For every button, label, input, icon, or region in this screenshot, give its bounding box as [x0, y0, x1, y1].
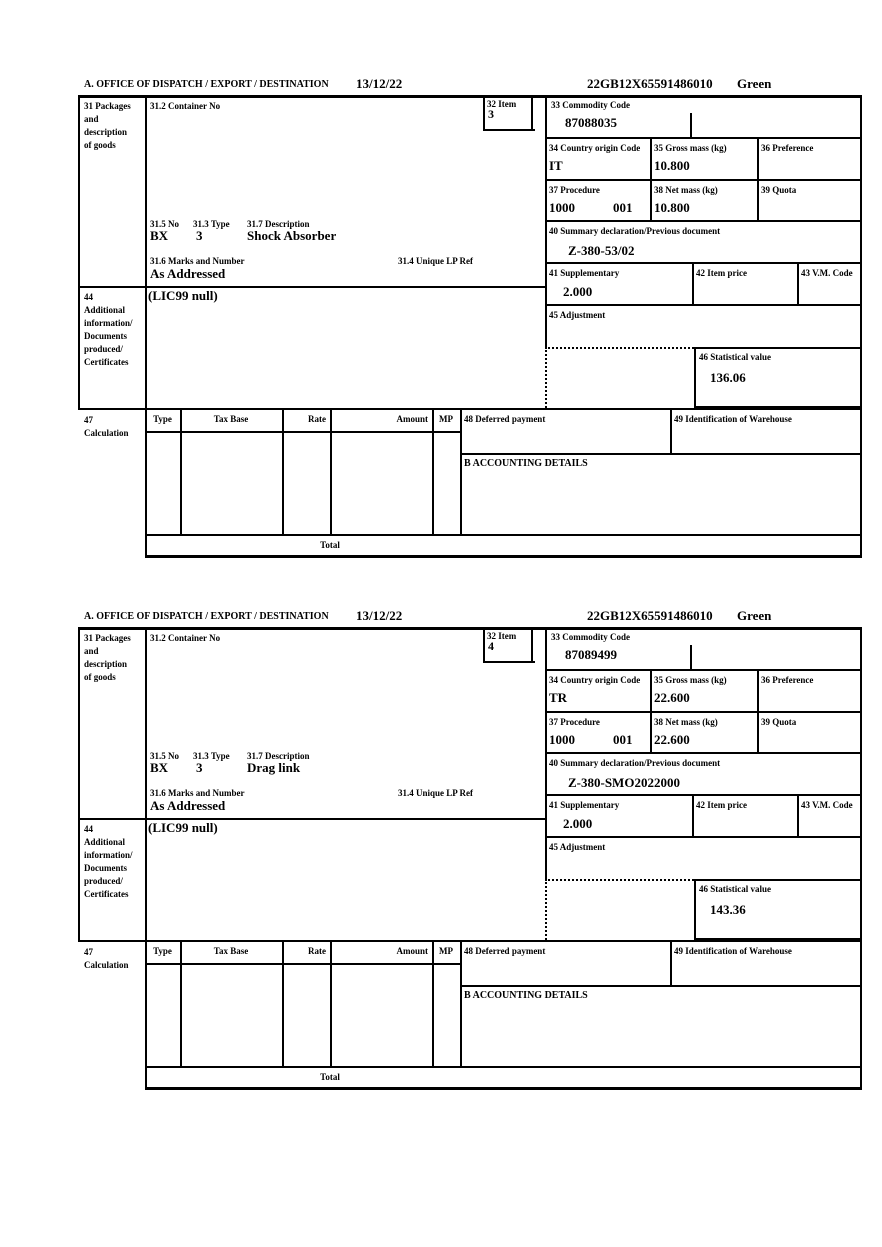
box31-packages-label: 31 Packages and description of goods — [84, 101, 131, 150]
border-line — [545, 836, 862, 838]
commodity-code-tick — [690, 645, 692, 669]
border-line — [145, 940, 147, 1090]
marks-number-value: As Addressed — [150, 798, 226, 813]
additional-information-value: (LIC99 null) — [148, 820, 218, 835]
border-line — [545, 220, 862, 222]
border-line — [145, 555, 862, 558]
declaration-date: 13/12/22 — [356, 76, 403, 91]
adjustment-label: 45 Adjustment — [549, 842, 606, 852]
package-type-label: 31.3 Type — [193, 219, 230, 229]
tax-rate-header: Rate — [308, 946, 326, 956]
deferred-payment-label: 48 Deferred payment — [464, 414, 546, 424]
tax-amount-header: Amount — [396, 946, 428, 956]
item-number-value: 3 — [488, 107, 494, 121]
border-line — [282, 940, 284, 1068]
border-line — [531, 627, 533, 663]
gross-mass-label: 35 Gross mass (kg) — [654, 675, 727, 685]
routing-status: Green — [737, 76, 772, 91]
dotted-border-line — [545, 347, 694, 349]
border-line — [797, 794, 799, 838]
border-line — [694, 879, 862, 881]
procedure-second-value: 001 — [613, 200, 633, 215]
border-line — [145, 95, 147, 408]
border-line — [545, 262, 862, 264]
statistical-value: 143.36 — [710, 902, 746, 917]
net-mass-value: 22.600 — [654, 732, 690, 747]
border-line — [180, 408, 182, 536]
border-line — [545, 669, 862, 671]
gross-mass-label: 35 Gross mass (kg) — [654, 143, 727, 153]
total-label: Total — [320, 540, 340, 550]
border-line — [460, 985, 862, 987]
border-line — [545, 794, 862, 796]
border-line — [860, 627, 862, 1090]
package-type-label: 31.3 Type — [193, 751, 230, 761]
border-line — [78, 408, 862, 410]
border-line — [145, 1087, 862, 1090]
box47-calculation-label: 47 Calculation — [84, 415, 129, 438]
box31-packages-label: 31 Packages and description of goods — [84, 633, 131, 682]
package-type-value: 3 — [196, 228, 203, 243]
commodity-code-value: 87088035 — [565, 115, 617, 130]
vm-code-label: 43 V.M. Code — [801, 800, 853, 810]
commodity-code-label: 33 Commodity Code — [551, 632, 630, 642]
tax-mp-header: MP — [439, 414, 453, 424]
mrn-number: 22GB12X65591486010 — [587, 608, 713, 623]
additional-information-value: (LIC99 null) — [148, 288, 218, 303]
border-line — [545, 95, 547, 347]
dotted-border-line — [545, 879, 694, 881]
previous-document-value: Z-380-SMO2022000 — [568, 775, 680, 790]
package-no-label: 31.5 No — [150, 219, 179, 229]
package-no-label: 31.5 No — [150, 751, 179, 761]
border-line — [860, 95, 862, 558]
supplementary-label: 41 Supplementary — [549, 268, 620, 278]
border-line — [330, 408, 332, 536]
accounting-details-label: B ACCOUNTING DETAILS — [464, 990, 588, 1001]
unique-lp-ref-label: 31.4 Unique LP Ref — [398, 256, 474, 266]
commodity-code-tick — [690, 113, 692, 137]
quota-label: 39 Quota — [761, 717, 797, 727]
border-line — [545, 752, 862, 754]
procedure-label: 37 Procedure — [549, 185, 600, 195]
accounting-details-label: B ACCOUNTING DETAILS — [464, 458, 588, 469]
country-origin-label: 34 Country origin Code — [549, 675, 641, 685]
border-line — [78, 940, 862, 942]
supplementary-value: 2.000 — [563, 284, 593, 299]
net-mass-label: 38 Net mass (kg) — [654, 185, 718, 195]
country-origin-value: TR — [549, 690, 568, 705]
border-line — [650, 669, 652, 754]
border-line — [692, 794, 694, 838]
tax-mp-header: MP — [439, 946, 453, 956]
tax-type-header: Type — [153, 414, 172, 424]
deferred-payment-label: 48 Deferred payment — [464, 946, 546, 956]
border-line — [545, 304, 862, 306]
border-line — [757, 669, 759, 754]
procedure-second-value: 001 — [613, 732, 633, 747]
border-line — [432, 408, 434, 536]
procedure-value: 1000 — [549, 732, 575, 747]
country-origin-label: 34 Country origin Code — [549, 143, 641, 153]
item-price-label: 42 Item price — [696, 800, 747, 810]
goods-description-value: Drag link — [247, 760, 301, 775]
border-line — [460, 940, 462, 1068]
statistical-value-label: 46 Statistical value — [699, 884, 771, 894]
adjustment-label: 45 Adjustment — [549, 310, 606, 320]
box44-additional-info-label: 44 Additional information/ Documents produced/ Certificates — [84, 824, 133, 899]
item-number-value: 4 — [488, 639, 494, 653]
border-line — [670, 940, 672, 987]
gross-mass-value: 22.600 — [654, 690, 690, 705]
gross-mass-value: 10.800 — [654, 158, 690, 173]
net-mass-label: 38 Net mass (kg) — [654, 717, 718, 727]
border-line — [483, 95, 485, 131]
border-line — [78, 95, 80, 410]
border-line — [545, 627, 547, 879]
routing-status: Green — [737, 608, 772, 623]
dotted-border-line — [545, 879, 547, 940]
border-line — [460, 453, 862, 455]
supplementary-label: 41 Supplementary — [549, 800, 620, 810]
container-no-label: 31.2 Container No — [150, 633, 221, 643]
tax-type-header: Type — [153, 946, 172, 956]
marks-number-label: 31.6 Marks and Number — [150, 256, 245, 266]
border-line — [432, 940, 434, 1068]
customs-declaration-item-sheet — [0, 75, 882, 565]
border-line — [78, 627, 862, 630]
warehouse-id-label: 49 Identification of Warehouse — [674, 946, 792, 956]
supplementary-value: 2.000 — [563, 816, 593, 831]
quota-label: 39 Quota — [761, 185, 797, 195]
container-no-label: 31.2 Container No — [150, 101, 221, 111]
goods-description-value: Shock Absorber — [247, 228, 337, 243]
border-line — [78, 627, 80, 942]
border-line — [531, 95, 533, 131]
border-line — [483, 129, 535, 131]
border-line — [145, 431, 460, 433]
country-origin-value: IT — [549, 158, 563, 173]
description-label: 31.7 Description — [247, 219, 310, 229]
vm-code-label: 43 V.M. Code — [801, 268, 853, 278]
border-line — [797, 262, 799, 306]
box47-calculation-label: 47 Calculation — [84, 947, 129, 970]
office-of-dispatch-label: A. OFFICE OF DISPATCH / EXPORT / DESTINATION — [84, 79, 329, 90]
border-line — [694, 879, 696, 940]
border-line — [545, 711, 862, 713]
border-line — [483, 661, 535, 663]
statistical-value-label: 46 Statistical value — [699, 352, 771, 362]
summary-declaration-label: 40 Summary declaration/Previous document — [549, 758, 721, 768]
office-of-dispatch-label: A. OFFICE OF DISPATCH / EXPORT / DESTINATION — [84, 611, 329, 622]
border-line — [145, 627, 147, 940]
total-label: Total — [320, 1072, 340, 1082]
item-price-label: 42 Item price — [696, 268, 747, 278]
border-line — [694, 347, 862, 349]
marks-number-label: 31.6 Marks and Number — [150, 788, 245, 798]
summary-declaration-label: 40 Summary declaration/Previous document — [549, 226, 721, 236]
border-line — [483, 627, 485, 663]
border-line — [694, 347, 696, 408]
previous-document-value: Z-380-53/02 — [568, 243, 635, 258]
border-line — [692, 262, 694, 306]
commodity-code-value: 87089499 — [565, 647, 617, 662]
tax-rate-header: Rate — [308, 414, 326, 424]
net-mass-value: 10.800 — [654, 200, 690, 215]
warehouse-id-label: 49 Identification of Warehouse — [674, 414, 792, 424]
border-line — [145, 534, 862, 536]
border-line — [282, 408, 284, 536]
border-line — [330, 940, 332, 1068]
border-line — [670, 408, 672, 455]
item-label: 32 Item — [487, 631, 517, 641]
preference-label: 36 Preference — [761, 143, 814, 153]
tax-base-header: Tax Base — [213, 946, 249, 956]
description-label: 31.7 Description — [247, 751, 310, 761]
mrn-number: 22GB12X65591486010 — [587, 76, 713, 91]
item-label: 32 Item — [487, 99, 517, 109]
tax-amount-header: Amount — [396, 414, 428, 424]
marks-number-value: As Addressed — [150, 266, 226, 281]
package-no-value: BX — [150, 760, 169, 775]
border-line — [757, 137, 759, 222]
dotted-border-line — [545, 347, 547, 408]
border-line — [545, 179, 862, 181]
tax-base-header: Tax Base — [213, 414, 249, 424]
border-line — [145, 963, 460, 965]
border-line — [460, 408, 462, 536]
statistical-value: 136.06 — [710, 370, 746, 385]
border-line — [180, 940, 182, 1068]
border-line — [545, 137, 862, 139]
commodity-code-label: 33 Commodity Code — [551, 100, 630, 110]
border-line — [145, 1066, 862, 1068]
declaration-date: 13/12/22 — [356, 608, 403, 623]
unique-lp-ref-label: 31.4 Unique LP Ref — [398, 788, 474, 798]
customs-declaration-item-sheet — [0, 607, 882, 1097]
border-line — [650, 137, 652, 222]
preference-label: 36 Preference — [761, 675, 814, 685]
procedure-label: 37 Procedure — [549, 717, 600, 727]
border-line — [78, 95, 862, 98]
border-line — [145, 408, 147, 558]
package-type-value: 3 — [196, 760, 203, 775]
package-no-value: BX — [150, 228, 169, 243]
box44-additional-info-label: 44 Additional information/ Documents produced/ Certificates — [84, 292, 133, 367]
procedure-value: 1000 — [549, 200, 575, 215]
